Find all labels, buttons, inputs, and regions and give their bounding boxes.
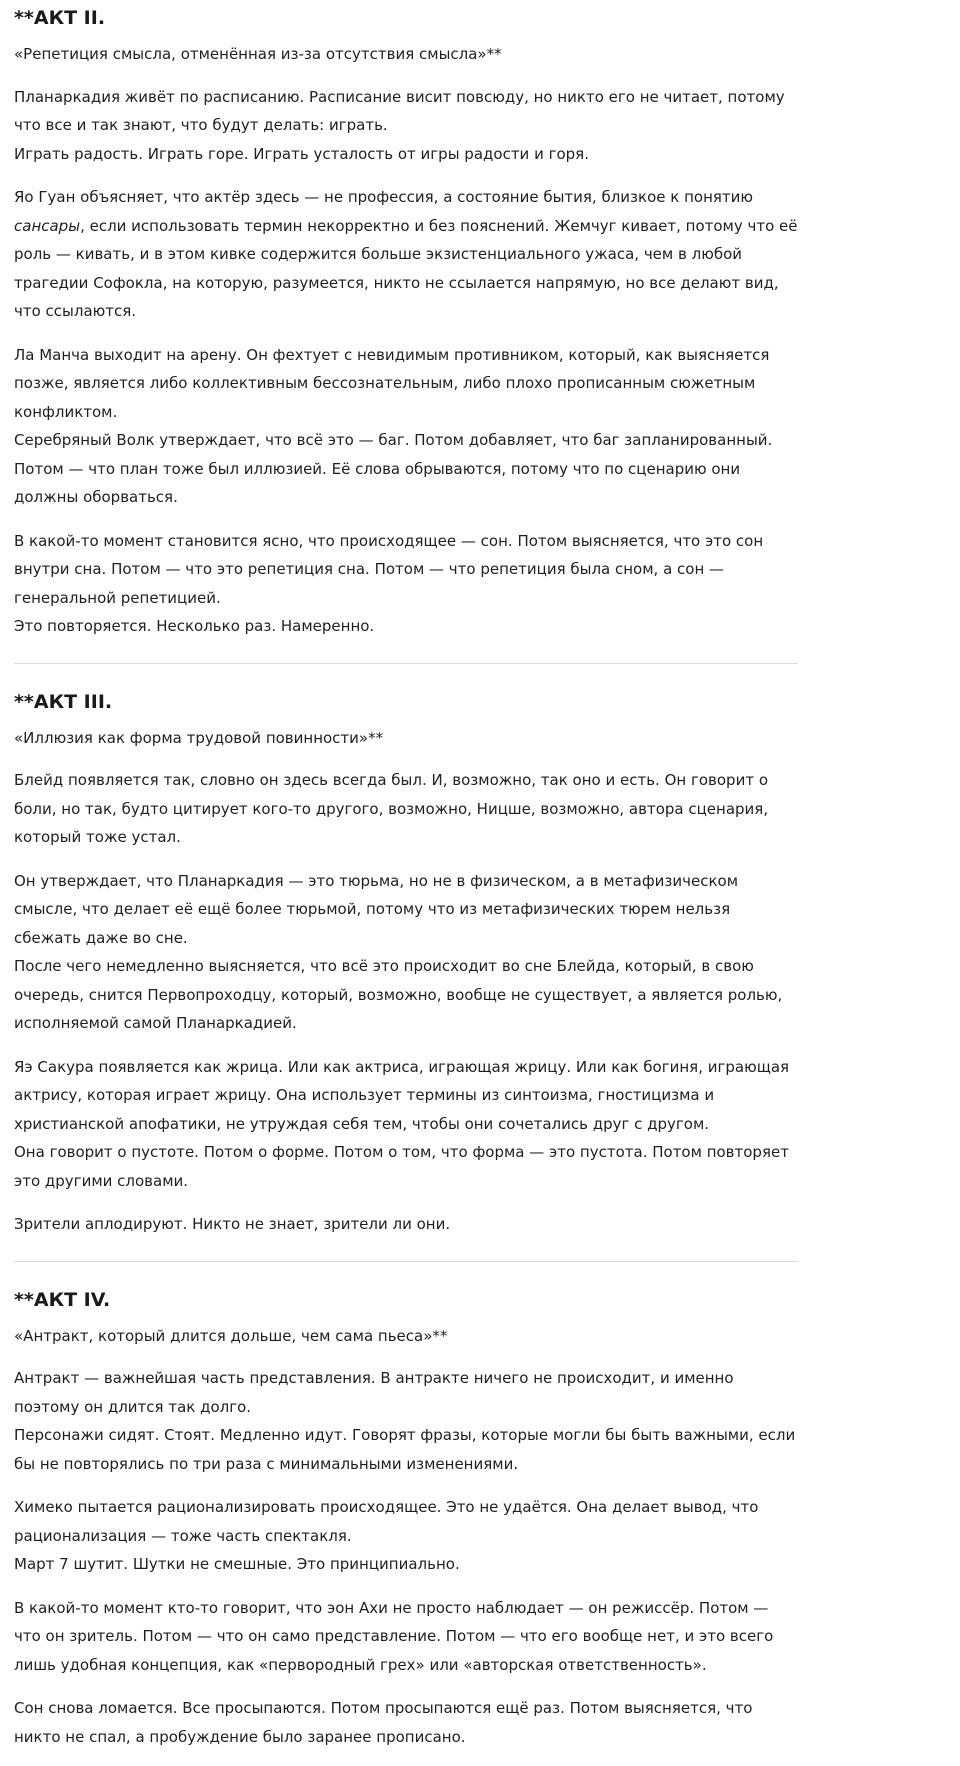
act-title: **АКТ IV. <box>14 1288 111 1311</box>
text-line: Яэ Сакура появляется как жрица. Или как актриса, играющая жрицу. Или как богиня, играющая актрису, которая играет жрицу. Она использует термины из синтоизма, гностицизма и христианской апофатики, не утруждая себя тем, чтобы они сочетались друг с другом. <box>14 1057 790 1133</box>
paragraph <box>14 867 798 1038</box>
act-4-section <box>14 1288 798 1752</box>
text-line: Химеко пытается рационализировать происходящее. Это не удаётся. Она делает вывод, что рационализация — тоже часть спектакля. <box>14 1498 759 1545</box>
paragraph <box>14 527 798 641</box>
text-run: Яо Гуан объясняет, что актёр здесь — не профессия, а состояние бытия, близкое к понятию <box>14 188 754 206</box>
text-line: В какой-то момент кто-то говорит, что эон Ахи не просто наблюдает — он режиссёр. Потом — что он зритель. Потом — что он само представление. Потом — что его вообще нет, и это всего лишь удобная концепция, как «первородный грех» или «авторская ответственность». <box>14 1598 774 1674</box>
text-line: Персонажи сидят. Стоят. Медленно идут. Говорят фразы, которые могли бы быть важными, если бы не повторялись по три раза с минимальными изменениями. <box>14 1426 796 1473</box>
text-line: Блейд появляется так, словно он здесь всегда был. И, возможно, так оно и есть. Он говорит о боли, но так, будто цитирует кого-то другого, возможно, Ницше, возможно, автора сценария, который тоже устал. <box>14 771 769 846</box>
text-line: Он утверждает, что Планаркадия — это тюрьма, но не в физическом, а в метафизическом смысле, что делает её ещё более тюрьмой, потому что из метафизических тюрем нельзя сбежать даже во сне. <box>14 871 739 947</box>
text-line: Играть радость. Играть горе. Играть усталость от игры радости и горя. <box>14 144 589 163</box>
section-divider <box>14 1261 798 1262</box>
document-body <box>14 0 798 1766</box>
act-subtitle: «Антракт, который длится дольше, чем сама пьеса»** <box>14 1326 448 1345</box>
paragraph <box>14 341 798 512</box>
text-line: Планаркадия живёт по расписанию. Расписание висит повсюду, но никто его не читает, потому что все и так знают, что будут делать: играть. <box>14 87 785 134</box>
paragraph <box>14 1364 798 1478</box>
paragraph <box>14 1594 798 1680</box>
text-line <box>14 183 798 326</box>
paragraph <box>14 1694 798 1751</box>
paragraph <box>14 766 798 852</box>
act-subtitle: «Репетиция смысла, отменённая из-за отсутствия смысла»** <box>14 45 502 63</box>
text-line: Это повторяется. Несколько раз. Намеренно. <box>14 617 375 635</box>
text-line: В какой-то момент становится ясно, что происходящее — сон. Потом выясняется, что это сон внутри сна. Потом — что это репетиция сна. Потом — что репетиция была сном, а сон — генеральной репетицией. <box>14 531 764 607</box>
paragraph <box>14 1053 798 1196</box>
section-divider <box>14 663 798 664</box>
act-subtitle: «Иллюзия как форма трудовой повинности»** <box>14 728 384 747</box>
text-line: После чего немедленно выясняется, что всё это происходит во сне Блейда, который, в свою очередь, снится Первопроходцу, который, возможно, вообще не существует, а является ролью, исполняемой самой Планаркадией. <box>14 957 783 1032</box>
text-line: Она говорит о пустоте. Потом о форме. Потом о том, что форма — это пустота. Потом повторяет это другими словами. <box>14 1143 789 1190</box>
paragraph <box>14 83 798 169</box>
paragraph <box>14 1493 798 1579</box>
act-2-section <box>14 6 798 641</box>
text-line: Антракт — важнейшая часть представления. В антракте ничего не происходит, и именно поэтому он длится так долго. <box>14 1369 734 1416</box>
act-3-section <box>14 690 798 1239</box>
text-line: Ла Манча выходит на арену. Он фехтует с невидимым противником, который, как выясняется позже, является либо коллективным бессознательным, либо плохо прописанным сюжетным конфликтом. <box>14 345 770 421</box>
paragraph <box>14 1210 798 1239</box>
text-line: Март 7 шутит. Шутки не смешные. Это принципиально. <box>14 1555 460 1573</box>
act-title: **АКТ III. <box>14 690 113 713</box>
text-line: Сон снова ломается. Все просыпаются. Потом просыпаются ещё раз. Потом выясняется, что никто не спал, а пробуждение было заранее прописано. <box>14 1699 753 1746</box>
text-line: Серебряный Волк утверждает, что всё это — баг. Потом добавляет, что баг запланированный. Потом — что план тоже был иллюзией. Её слова обрываются, потому что по сценарию они должны оборваться. <box>14 431 773 506</box>
act-title: **АКТ II. <box>14 7 106 29</box>
paragraph <box>14 183 798 326</box>
text-line: Зрители аплодируют. Никто не знает, зрители ли они. <box>14 1215 451 1233</box>
emphasis-term: сансары <box>14 216 81 235</box>
text-run: , если использовать термин некорректно и без пояснений. Жемчуг кивает, потому что её роль — кивать, и в этом кивке содержится больше экзистенциального ужаса, чем в любой трагедии Софокла, на которую, разумеется, никто не ссылается напрямую, но все делают вид, что ссылаются. <box>14 216 798 320</box>
